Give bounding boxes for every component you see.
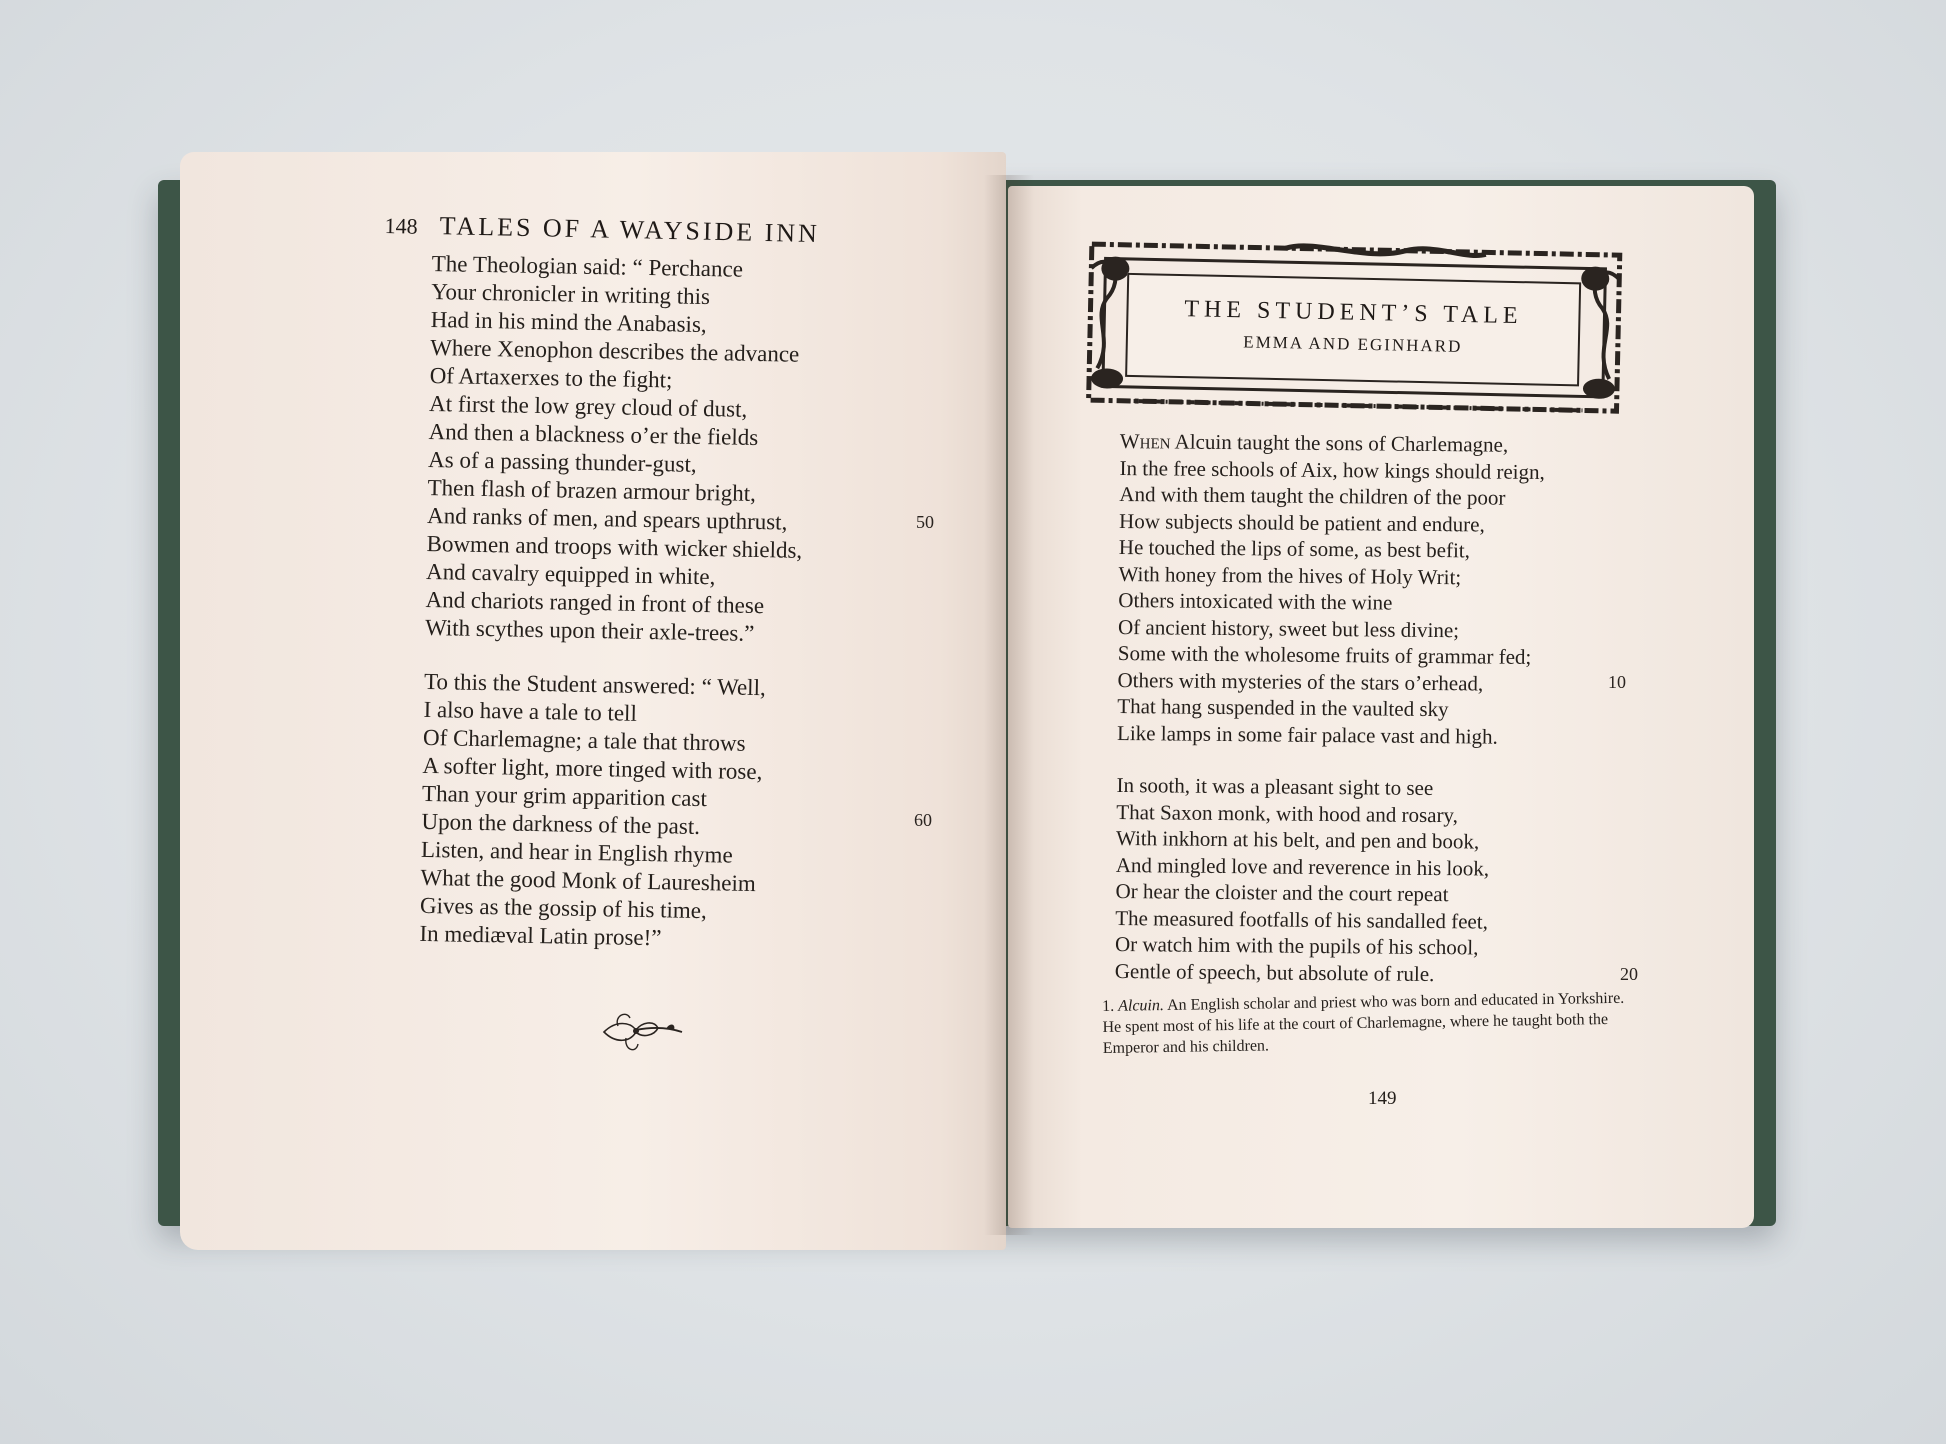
verse-line: Some with the wholesome fruits of grammar fed;: [1117, 640, 1532, 669]
line-number-10: 10: [1608, 672, 1626, 692]
line-number-50: 50: [916, 512, 934, 532]
verse-line: Others with mysteries of the stars o’erhead,: [1117, 667, 1484, 695]
verse-line: With inkhorn at his belt, and pen and book,: [1115, 825, 1480, 854]
verse-line: I also have a tale to tell: [423, 696, 638, 726]
right-verse: [1115, 428, 1546, 988]
verse-line: Of ancient history, sweet but less divine;: [1117, 614, 1460, 642]
left-verse: [419, 250, 807, 955]
title-frame: [1082, 238, 1625, 417]
verse-line: [1120, 428, 1545, 459]
verse-line: Where Xenophon describes the advance: [429, 334, 800, 367]
verse-line: Then flash of brazen armour bright,: [427, 474, 757, 506]
verse-line: Of Charlemagne; a tale that throws: [422, 724, 746, 756]
verse-line: Of Artaxerxes to the fight;: [429, 362, 673, 393]
verse-line: And chariots ranged in front of these: [425, 586, 765, 619]
title-panel: [1125, 273, 1581, 386]
verse-line: And ranks of men, and spears upthrust,: [426, 502, 788, 535]
line-number-20: 20: [1620, 964, 1638, 984]
book-gutter: [984, 175, 1034, 1235]
verse-line: Upon the darkness of the past.: [421, 808, 701, 840]
verse-line: In sooth, it was a pleasant sight to see: [1116, 772, 1434, 801]
verse-line: Like lamps in some fair palace vast and high.: [1116, 720, 1498, 749]
verse-line: Bowmen and troops with wicker shields,: [426, 530, 803, 563]
opening-word: When: [1119, 428, 1171, 454]
verse-line: Gentle of speech, but absolute of rule.: [1114, 958, 1435, 986]
verse-line: That hang suspended in the vaulted sky: [1117, 693, 1449, 722]
verse-line: That Saxon monk, with hood and rosary,: [1116, 799, 1459, 827]
verse-line: And cavalry equipped in white,: [425, 558, 716, 590]
verse-line: A softer light, more tinged with rose,: [422, 752, 763, 785]
verse-line: Others intoxicated with the wine: [1118, 587, 1393, 615]
left-page-number: 148: [384, 212, 418, 239]
verse-line: What the good Monk of Lauresheim: [420, 864, 757, 897]
verse-line: Or hear the cloister and the court repeat: [1115, 878, 1449, 907]
verse-line: Than your grim apparition cast: [421, 780, 708, 812]
footnote-term: Alcuin.: [1118, 997, 1165, 1015]
verse-line: With scythes upon their axle-trees.”: [424, 614, 755, 646]
opening-line-text: Alcuin taught the sons of Charlemagne,: [1170, 429, 1509, 457]
right-page-number: 149: [1368, 1088, 1397, 1109]
verse-line: And then a blackness o’er the fields: [428, 418, 759, 451]
footnote-number: 1.: [1102, 997, 1115, 1015]
footnote: [1102, 988, 1643, 1059]
verse-line: As of a passing thunder-gust,: [427, 446, 697, 477]
verse-line: How subjects should be patient and endure,: [1118, 508, 1485, 537]
tale-subtitle: EMMA AND EGINHARD: [1243, 332, 1463, 356]
verse-line: In the free schools of Aix, how kings should reign,: [1119, 455, 1545, 484]
verse-line: Listen, and hear in English rhyme: [420, 836, 733, 868]
verse-line: Your chronicler in writing this: [431, 278, 711, 310]
verse-line: To this the Student answered: “ Well,: [423, 668, 766, 701]
verse-line: In mediæval Latin prose!”: [419, 920, 662, 951]
verse-line: The measured footfalls of his sandalled feet,: [1115, 905, 1489, 934]
verse-line: Or watch him with the pupils of his school,: [1114, 931, 1479, 960]
verse-line: At first the low grey cloud of dust,: [428, 390, 748, 422]
footnote-text: An English scholar and priest who was born and educated in Yorkshire. He spent most of his life at the court of Charlemagne, where he taught both the Emperor and his children.: [1102, 989, 1625, 1057]
book-title: TALES OF A WAYSIDE INN: [439, 211, 821, 249]
verse-line: Gives as the gossip of his time,: [419, 892, 708, 924]
flower-ornament-icon: [596, 1002, 686, 1066]
verse-line: The Theologian said: “ Perchance: [431, 250, 744, 282]
verse-line: And mingled love and reverence in his look,: [1115, 852, 1490, 881]
verse-line: He touched the lips of some, as best befit,: [1118, 534, 1471, 563]
line-number-60: 60: [914, 810, 932, 830]
verse-line: With honey from the hives of Holy Writ;: [1118, 561, 1462, 589]
tale-title: THE STUDENT’S TALE: [1184, 296, 1523, 330]
verse-line: And with them taught the children of the poor: [1119, 481, 1506, 510]
verse-line: Had in his mind the Anabasis,: [430, 306, 707, 338]
